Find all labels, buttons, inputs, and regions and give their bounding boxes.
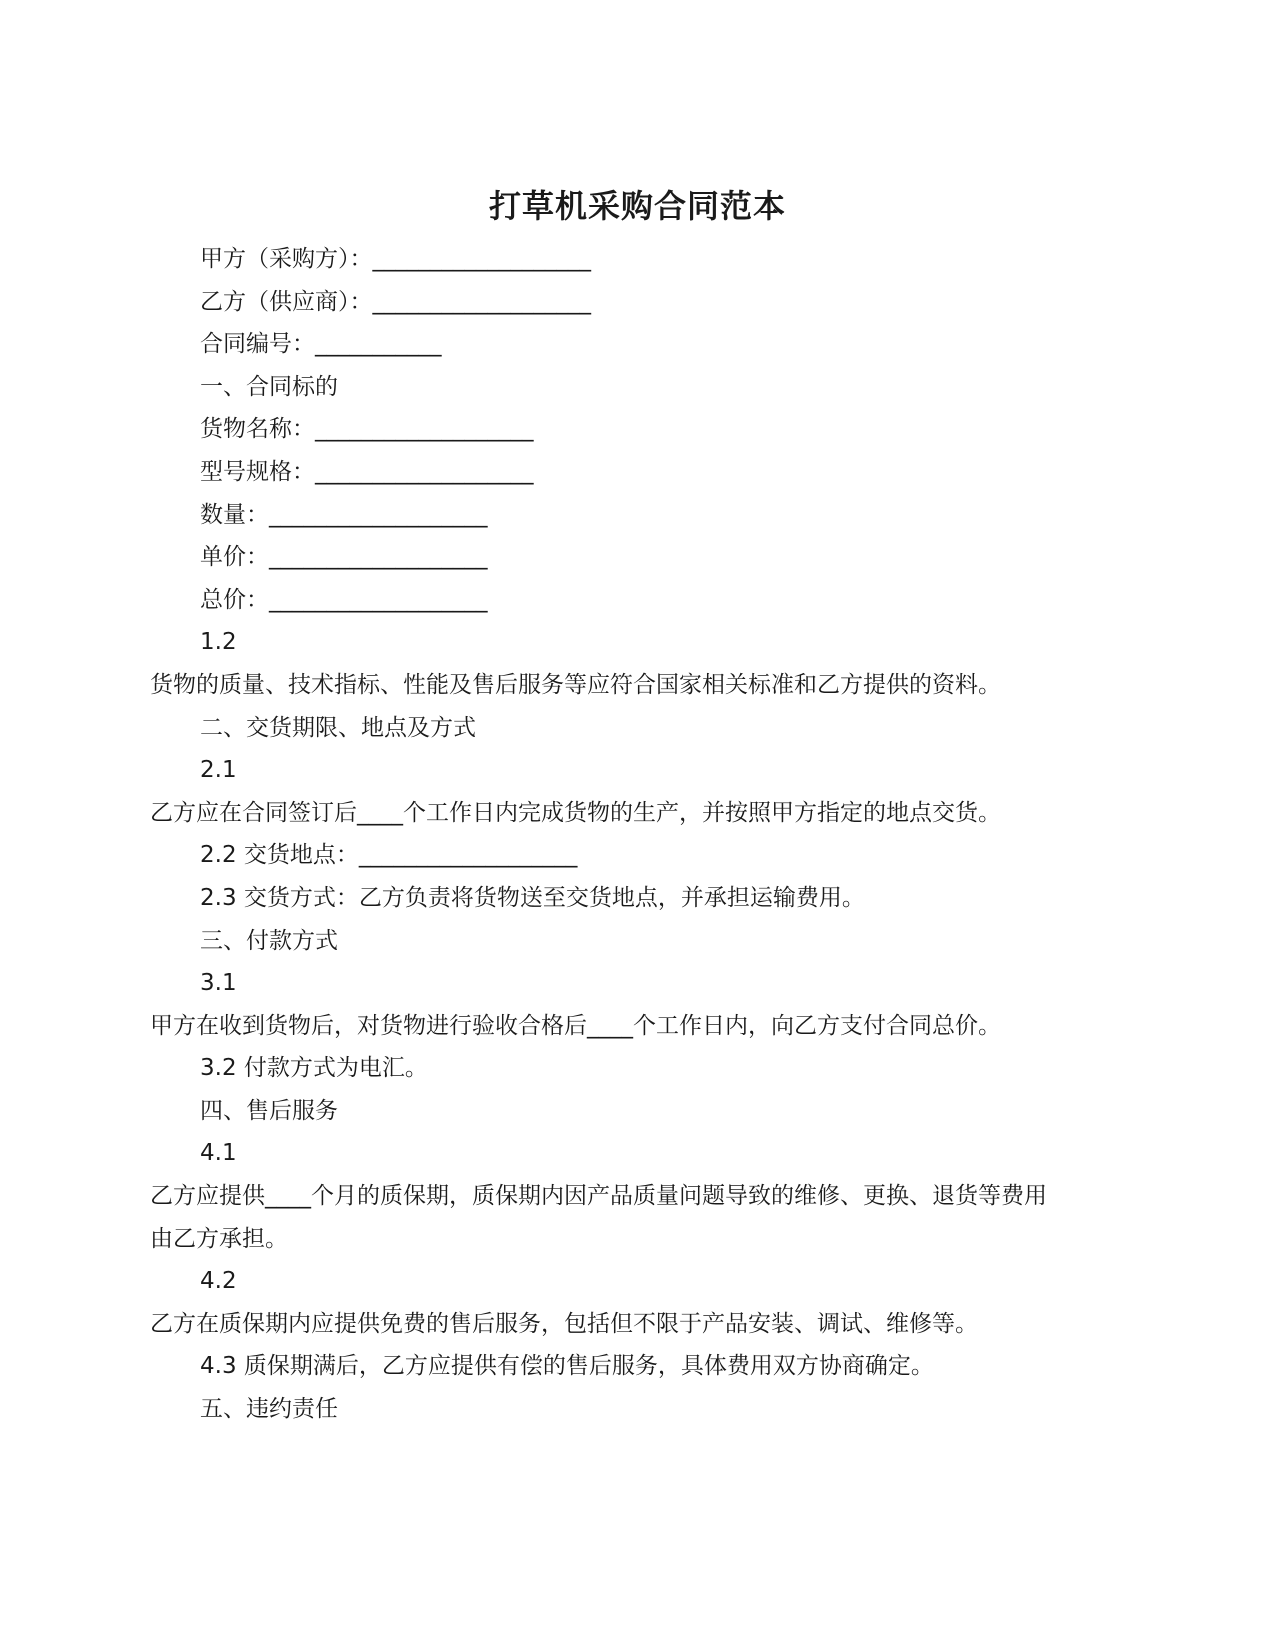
clause-number: 4.1 (200, 1140, 237, 1167)
delivery-location-line: 2.2 交货地点：___________________ (200, 842, 578, 869)
clause-text: 乙方应在合同签订后____个工作日内完成货物的生产，并按照甲方指定的地点交货。 (150, 799, 1001, 826)
party-b-line: 乙方（供应商）：___________________ (200, 288, 591, 315)
section-heading: 二、交货期限、地点及方式 (200, 714, 476, 741)
clause-text: 4.3 质保期满后，乙方应提供有偿的售后服务，具体费用双方协商确定。 (200, 1353, 934, 1380)
document-body (150, 238, 1130, 1431)
section-heading: 一、合同标的 (200, 373, 338, 400)
clause-number: 4.2 (200, 1268, 237, 1295)
clause-number: 1.2 (200, 629, 237, 656)
section-heading: 三、付款方式 (200, 927, 338, 954)
section-heading: 五、违约责任 (200, 1396, 338, 1423)
party-a-line: 甲方（采购方）：___________________ (200, 246, 591, 272)
clause-text: 货物的质量、技术指标、性能及售后服务等应符合国家相关标准和乙方提供的资料。 (150, 671, 1001, 698)
goods-name-line: 货物名称：___________________ (200, 416, 534, 443)
payment-method-line: 3.2 付款方式为电汇。 (200, 1055, 428, 1082)
delivery-method-line: 2.3 交货方式：乙方负责将货物送至交货地点，并承担运输费用。 (200, 884, 865, 911)
clause-number: 2.1 (200, 757, 237, 784)
clause-text-continued: 由乙方承担。 (150, 1225, 288, 1252)
contract-number-line: 合同编号：___________ (200, 331, 442, 358)
total-price-line: 总价：___________________ (200, 586, 488, 613)
section-heading: 四、售后服务 (200, 1097, 338, 1124)
clause-text: 乙方在质保期内应提供免费的售后服务，包括但不限于产品安装、调试、维修等。 (150, 1310, 978, 1337)
unit-price-line: 单价：___________________ (200, 544, 488, 571)
document-title: 打草机采购合同范本 (488, 187, 786, 225)
model-spec-line: 型号规格：___________________ (200, 458, 534, 485)
clause-text: 乙方应提供____个月的质保期，质保期内因产品质量问题导致的维修、更换、退货等费用 (150, 1183, 1047, 1210)
clause-number: 3.1 (200, 970, 237, 997)
clause-text: 甲方在收到货物后，对货物进行验收合格后____个工作日内，向乙方支付合同总价。 (150, 1012, 1001, 1039)
quantity-line: 数量：___________________ (200, 501, 488, 528)
